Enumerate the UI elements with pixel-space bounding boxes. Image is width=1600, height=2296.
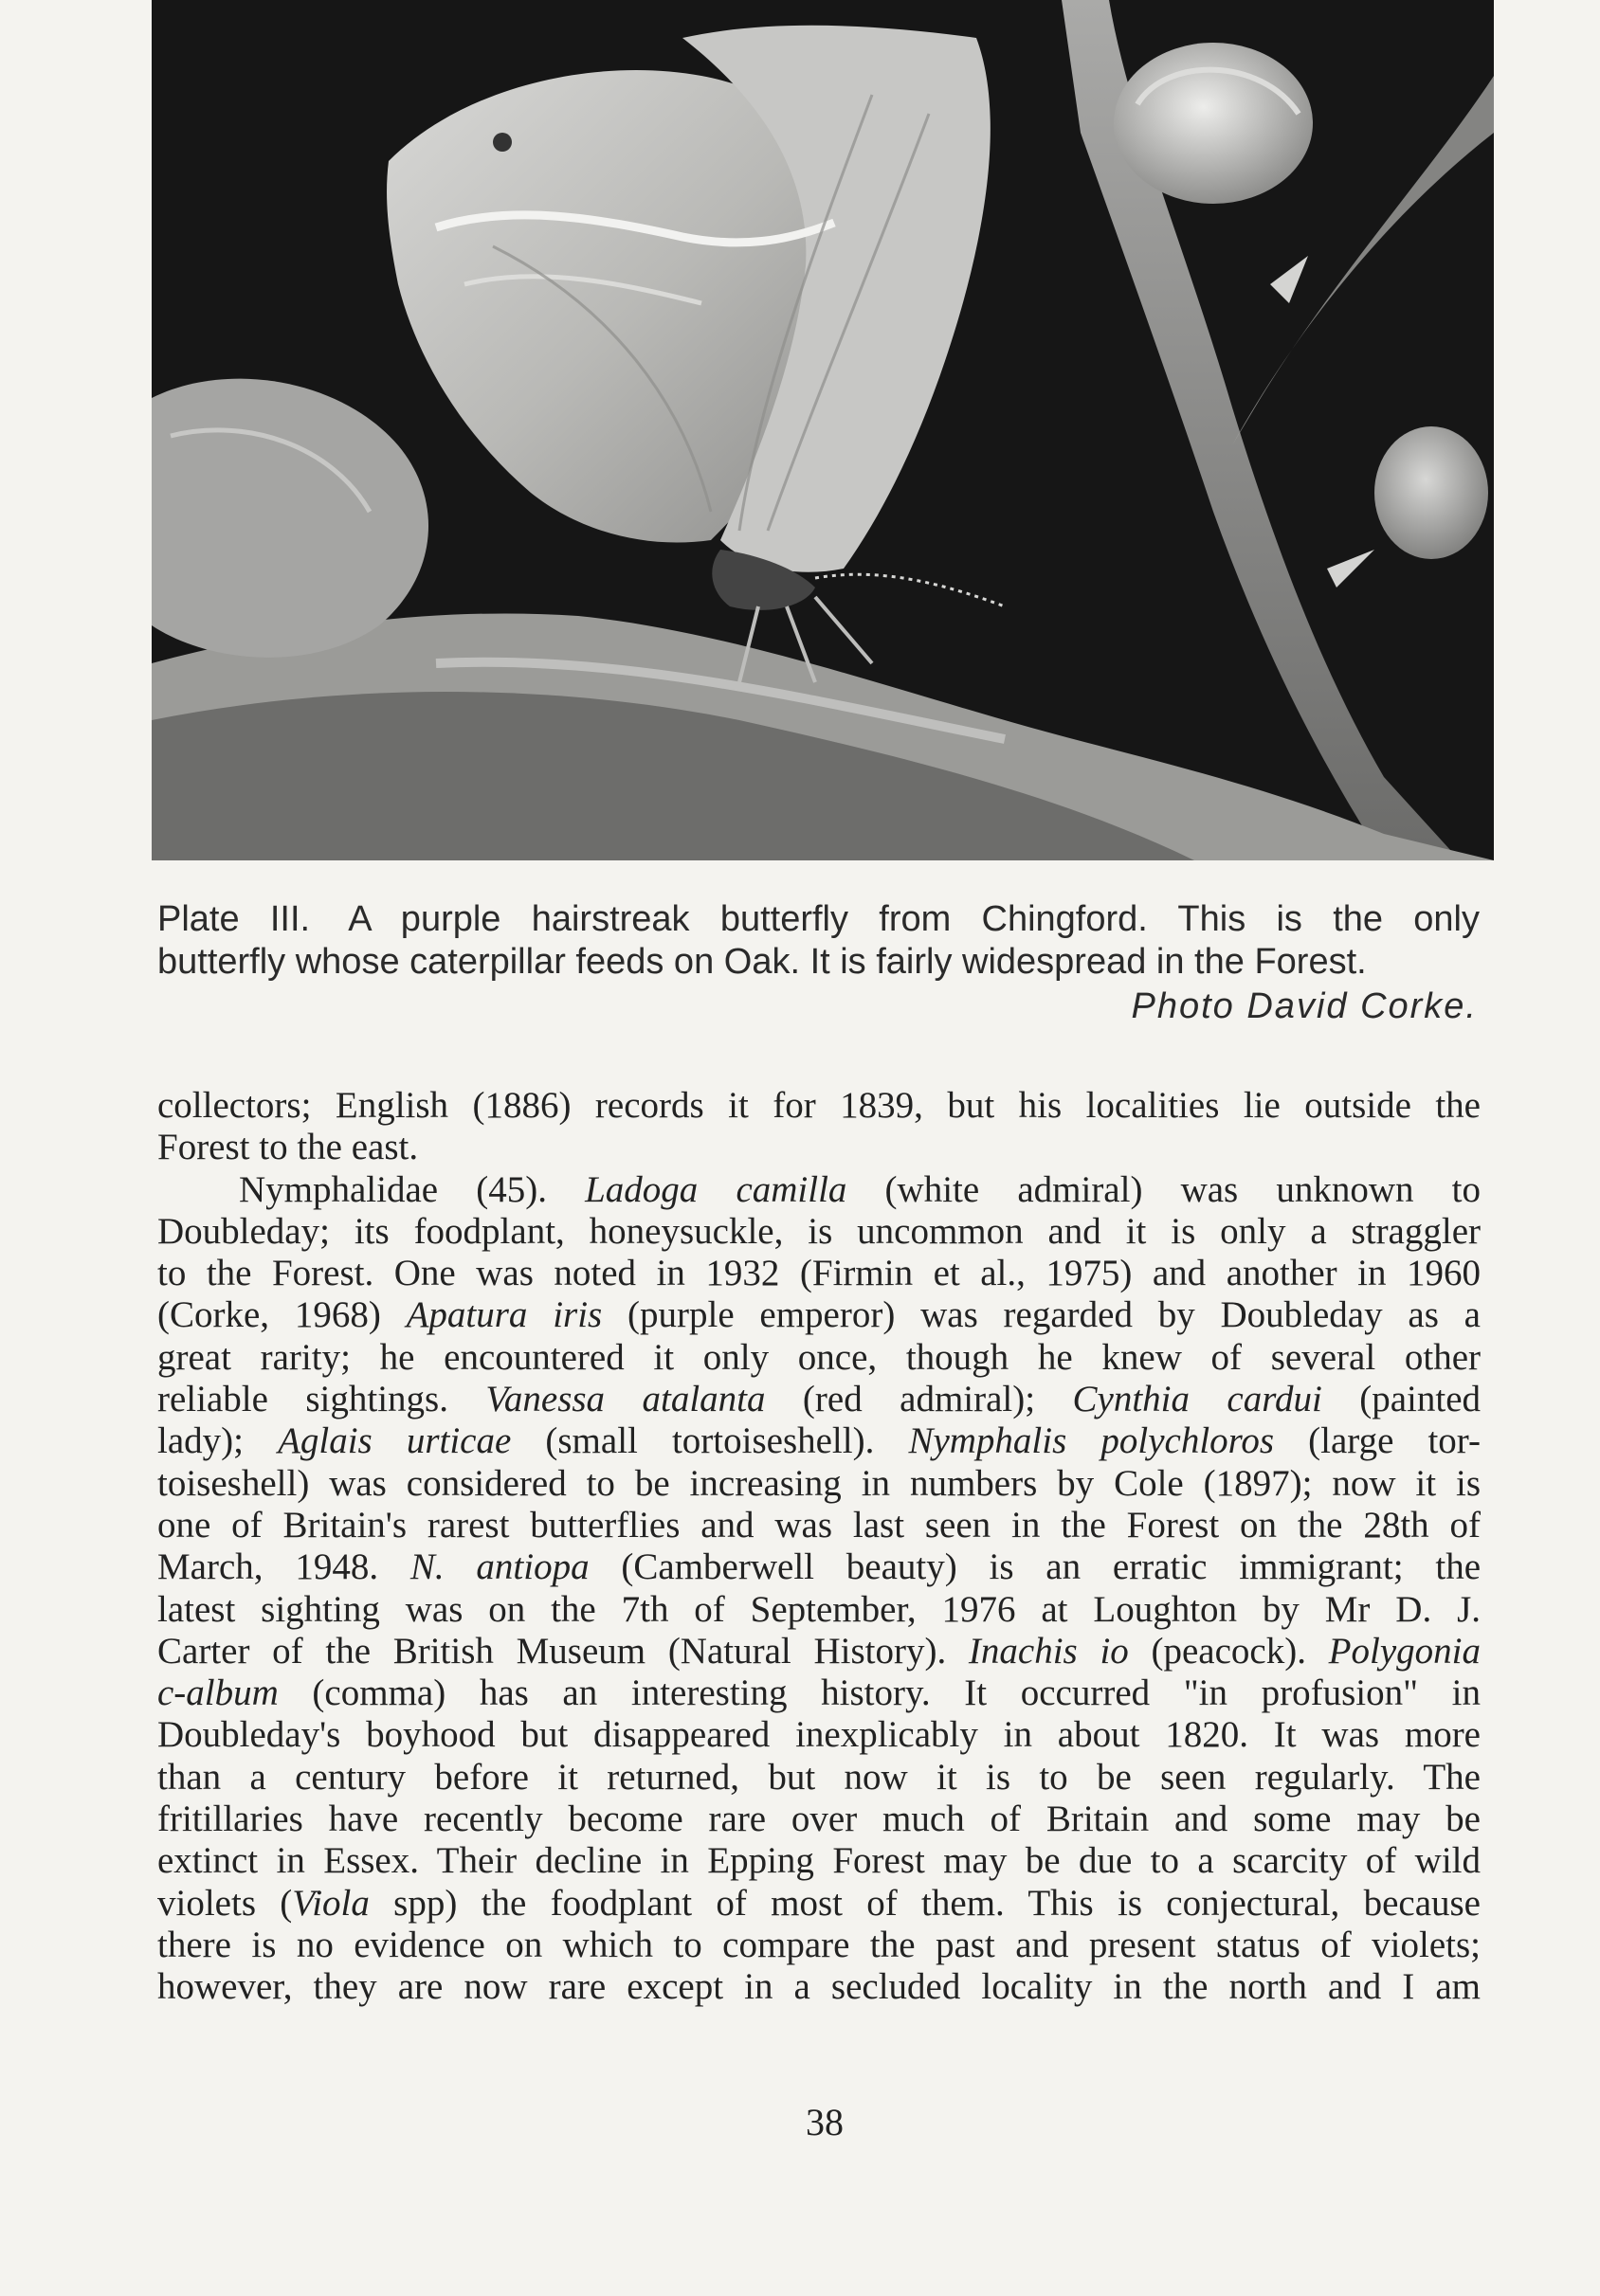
- species-name: Viola: [292, 1882, 370, 1924]
- caption-text-1: A purple hairstreak butterfly from Chingford. This is the only: [348, 899, 1480, 939]
- text-run: spp) the foodplant of most of them. This is conjectural, because: [369, 1882, 1481, 1924]
- species-name: c-album: [157, 1672, 279, 1714]
- text-line: great rarity; he encountered it only once, though he knew of several other: [157, 1336, 1481, 1378]
- text-run: (purple emperor) was regarded by Doubleday as a: [602, 1294, 1481, 1336]
- text-run: (white admiral) was unknown to: [846, 1168, 1482, 1210]
- plate-caption: [157, 898, 1480, 984]
- text-line: [157, 1379, 1481, 1420]
- photo-credit: Photo David Corke.: [1131, 986, 1478, 1026]
- text-line: to the Forest. One was noted in 1932 (Firmin et al., 1975) and another in 1960: [157, 1253, 1481, 1294]
- text-run: violets (: [157, 1882, 293, 1924]
- plate-photo: [152, 0, 1494, 860]
- text-line: [157, 1672, 1481, 1714]
- species-name: Nymphalis polychloros: [908, 1420, 1275, 1462]
- text-run: (comma) has an interesting history. It occurred "in profusion" in: [278, 1672, 1481, 1714]
- body-text: [157, 1085, 1481, 2009]
- caption-line-1: [157, 898, 1480, 941]
- text-line: toiseshell) was considered to be increasing in numbers by Cole (1897); now it is: [157, 1462, 1481, 1504]
- text-run: (small tortoiseshell).: [511, 1420, 909, 1462]
- text-line: [157, 1546, 1481, 1588]
- plate-label: Plate III.: [157, 899, 311, 939]
- text-run: (large tor-: [1274, 1420, 1481, 1462]
- caption-line-2: butterfly whose caterpillar feeds on Oak. It is fairly widespread in the Forest.: [157, 942, 1367, 982]
- text-line: [157, 1169, 1481, 1211]
- text-line: there is no evidence on which to compare the past and present status of violets;: [157, 1924, 1481, 1965]
- species-name: Ladoga camilla: [585, 1168, 847, 1210]
- text-run: (painted: [1321, 1379, 1481, 1420]
- text-line: [157, 1631, 1481, 1672]
- text-line: latest sighting was on the 7th of September, 1976 at Loughton by Mr D. J.: [157, 1588, 1481, 1630]
- text-line: [157, 1883, 1481, 1925]
- text-run: March, 1948.: [157, 1546, 410, 1588]
- text-line: Doubleday's boyhood but disappeared inexplicably in about 1820. It was more: [157, 1714, 1481, 1756]
- text-run: (Camberwell beauty) is an erratic immigrant; the: [589, 1546, 1482, 1588]
- text-run: (red admiral);: [765, 1379, 1073, 1420]
- species-name: Apatura iris: [406, 1294, 603, 1336]
- text-run: Nymphalidae (45).: [239, 1168, 586, 1210]
- butterfly-photo-image: [152, 0, 1494, 860]
- species-name: Cynthia cardui: [1072, 1379, 1322, 1420]
- species-name: Aglais urticae: [278, 1420, 512, 1462]
- text-line: extinct in Essex. Their decline in Epping Forest may be due to a scarcity of wild: [157, 1840, 1481, 1882]
- species-name: N. antiopa: [409, 1546, 590, 1588]
- page-number: 38: [806, 2101, 844, 2143]
- text-run: (Corke, 1968): [157, 1294, 407, 1336]
- species-name: Polygonia: [1328, 1630, 1481, 1672]
- text-line: [157, 1294, 1481, 1336]
- text-line: [157, 1420, 1481, 1462]
- text-run: reliable sightings.: [157, 1379, 486, 1420]
- text-line: however, they are now rare except in a secluded locality in the north and I am: [157, 1966, 1481, 2008]
- text-run: (peacock).: [1128, 1630, 1329, 1672]
- species-name: Vanessa atalanta: [485, 1379, 766, 1420]
- text-line: Forest to the east.: [157, 1127, 419, 1168]
- text-run: lady);: [157, 1420, 279, 1462]
- species-name: Inachis io: [968, 1630, 1129, 1672]
- text-line: than a century before it returned, but now it is to be seen regularly. The: [157, 1756, 1481, 1798]
- text-line: one of Britain's rarest butterflies and was last seen in the Forest on the 28th of: [157, 1504, 1481, 1546]
- text-run: Carter of the British Museum (Natural History).: [157, 1630, 969, 1672]
- text-line: fritillaries have recently become rare over much of Britain and some may be: [157, 1799, 1481, 1840]
- text-line: collectors; English (1886) records it for 1839, but his localities lie outside the: [157, 1085, 1481, 1126]
- text-line: Doubleday; its foodplant, honeysuckle, is uncommon and it is only a straggler: [157, 1210, 1481, 1252]
